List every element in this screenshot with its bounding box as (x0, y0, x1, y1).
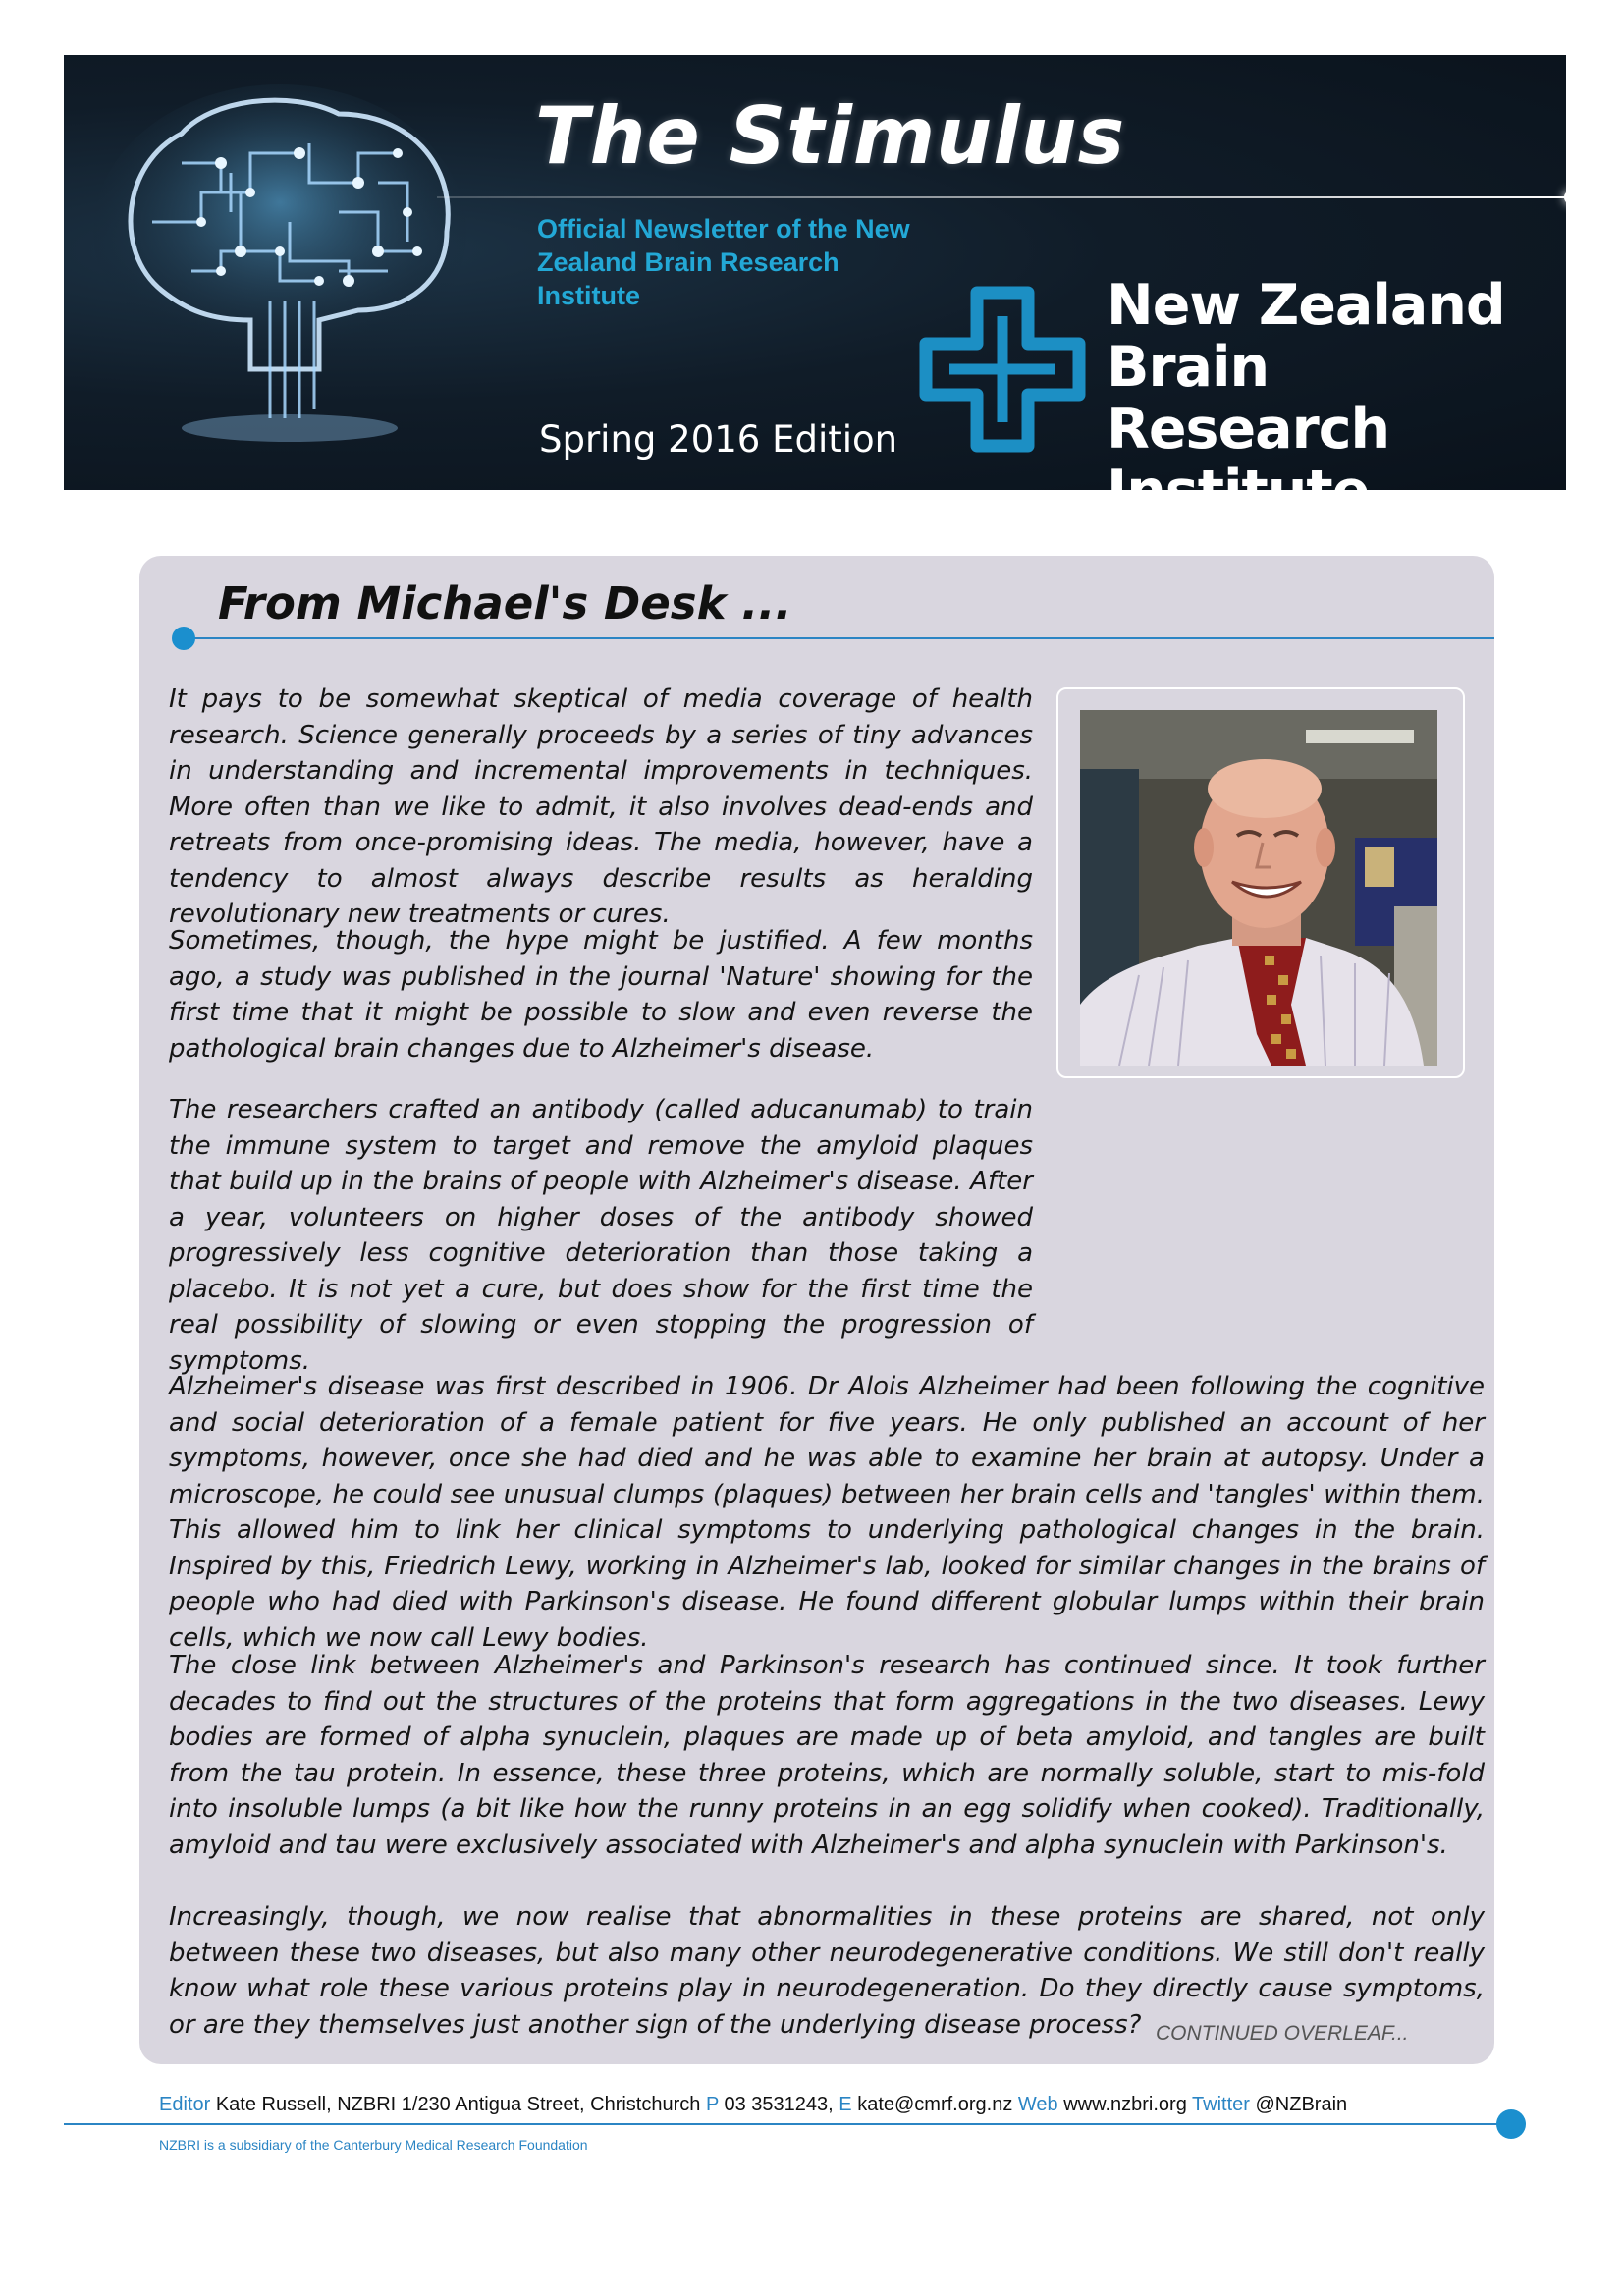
phone-label: P (705, 2094, 719, 2115)
footer-note: NZBRI is a subsidiary of the Canterbury Medical Research Foundation (159, 2137, 588, 2153)
cross-logo-icon (916, 283, 1089, 456)
bullet-dot-icon (172, 627, 195, 650)
continued-note: CONTINUED OVERLEAF... (1156, 2022, 1409, 2045)
article-paragraph: Sometimes, though, the hype might be justified. A few months ago, a study was published in the journal 'Nature' showing for the first time that it might be possible to slow and even reverse the pathological brain changes due to Alzheimer's disease. (169, 926, 1033, 1064)
footer-divider (64, 2123, 1512, 2125)
institute-name-line3: Institute (1107, 459, 1370, 523)
footer-contact (159, 2094, 1347, 2116)
title-divider (437, 196, 1571, 198)
article-panel (139, 556, 1494, 2064)
editor-label: Editor (159, 2094, 211, 2115)
twitter-label: Twitter (1192, 2094, 1250, 2115)
institute-name (1107, 275, 1566, 522)
article-paragraph: The close link between Alzheimer's and Parkinson's research has continued since. It took further decades to find out the structures of the proteins that form aggregations in the two diseases. Lewy bodies are formed of alpha synuclein, plaques are made up of beta amyloid, and tangles are built from the tau protein. In essence, these three proteins, which are normally soluble, start to mis-fold into insoluble lumps (a bit like how the runny proteins in an egg solidify when cooked). Traditionally, amyloid and tau were exclusively associated with Alzheimer's and alpha synuclein with Parkinson's. (169, 1651, 1485, 1860)
glow-dot-icon (1564, 191, 1578, 204)
edition-label: Spring 2016 Edition (539, 418, 898, 461)
circuit-brain-icon (93, 75, 506, 487)
editor-value: Kate Russell, NZBRI 1/230 Antigua Street, Christchurch (215, 2094, 701, 2115)
email-label: E (839, 2094, 852, 2115)
article-heading: From Michael's Desk ... (218, 577, 792, 629)
institute-name-line2: Brain Research (1107, 335, 1390, 462)
web-label: Web (1017, 2094, 1058, 2115)
newsletter-title: The Stimulus (535, 90, 1126, 182)
portrait-illustration (1080, 710, 1437, 1066)
author-photo (1080, 710, 1437, 1066)
article-paragraph: Increasingly, though, we now realise that abnormalities in these proteins are shared, not only between these two diseases, but also many other neurodegenerative conditions. We still don't really know what role these various proteins play in neurodegeneration. Do they directly cause symptoms, or are they themselves just another sign of the underlying disease process? (169, 1902, 1485, 2040)
twitter-link[interactable]: @NZBrain (1255, 2094, 1348, 2115)
email-link[interactable]: kate@cmrf.org.nz (857, 2094, 1013, 2115)
article-paragraph: Alzheimer's disease was first described in 1906. Dr Alois Alzheimer had been following the cognitive and social deterioration of a female patient for five years. He only published an account of her symptoms, however, once she had died and he was able to examine her brain at autopsy. Under a microscope, he could see unusual clumps (plaques) between her brain cells and 'tangles' within them. This allowed him to link her clinical symptoms to underlying pathological changes in the brain. Inspired by this, Friedrich Lewy, working in Alzheimer's lab, looked for similar changes in the brains of people who had died with Parkinson's disease. He found different globular lumps within their brain cells, which we now call Lewy bodies. (169, 1372, 1485, 1653)
heading-divider (183, 637, 1494, 639)
masthead-banner (64, 55, 1566, 523)
web-link[interactable]: www.nzbri.org (1063, 2094, 1187, 2115)
phone-value: 03 3531243, (724, 2094, 834, 2115)
institute-name-line1: New Zealand (1107, 273, 1505, 338)
article-paragraph: The researchers crafted an antibody (called aducanumab) to train the immune system to target and remove the amyloid plaques that build up in the brains of people with Alzheimer's disease. After a year, volunteers on higher doses of the antibody showed progressively less cognitive deterioration than those taking a placebo. It is not yet a cure, but does show for the first time the real possibility of slowing or even stopping the progression of symptoms. (169, 1095, 1033, 1376)
newsletter-subtitle: Official Newsletter of the New Zealand Brain Research Institute (537, 214, 910, 310)
article-paragraph: It pays to be somewhat skeptical of media coverage of health research. Science generally proceeds by a series of tiny advances in understanding and incremental improvements in techniques. More often than we like to admit, it also involves dead-ends and retreats from once-promising ideas. The media, however, have a tendency to almost always describe results as heralding revolutionary new treatments or cures. (169, 684, 1033, 929)
bullet-dot-icon (1496, 2109, 1526, 2139)
